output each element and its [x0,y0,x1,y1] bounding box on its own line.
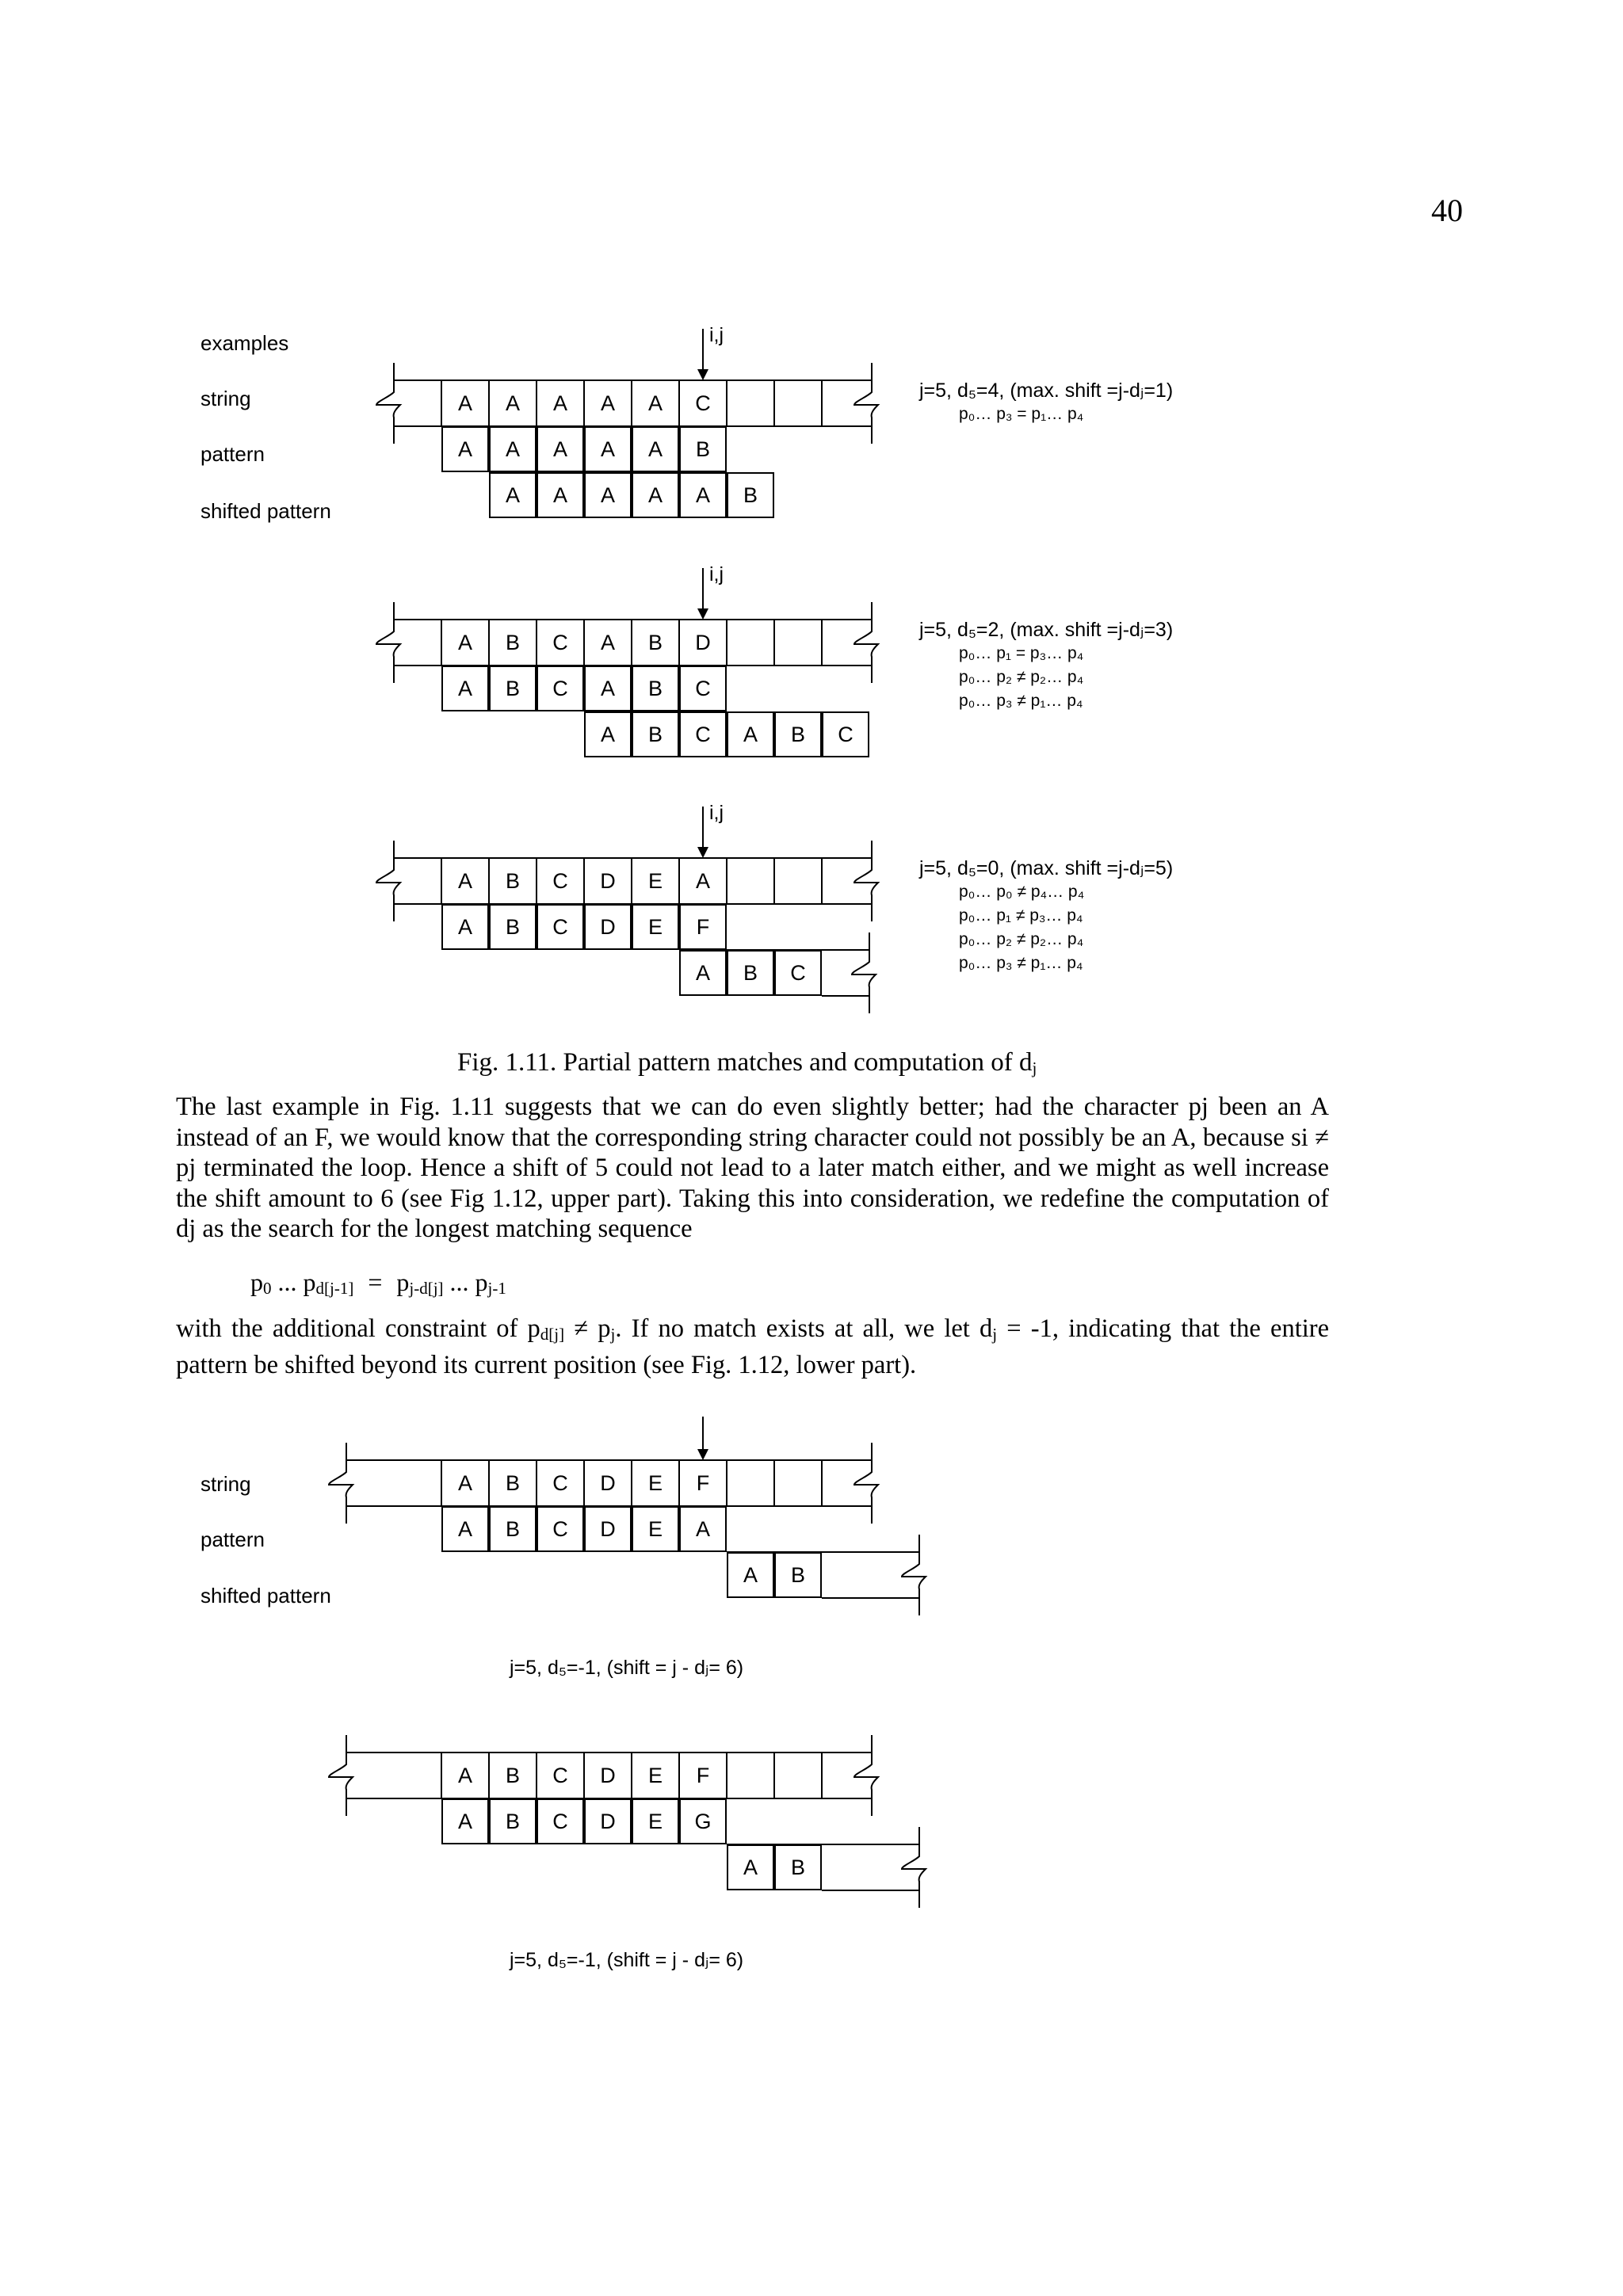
note-line: p₀… p₀ ≠ p₄… p₄ [959,883,1085,901]
label-shifted-pattern: shifted pattern [200,499,331,523]
paragraph-1: The last example in Fig. 1.11 suggests that we can do even slightly better; had the character pj been an A instead of an F, we would know that the corresponding string character could not possibly be an A, because si ≠ pj terminated the loop. Hence a shift of 5 could not lead to a later match either, and we might as well increase the shift amount to 6 (see Fig 1.12, upper part). Taking this into consideration, we redefine the computation of dj as the search for the longest matching sequence [176,1093,1329,1243]
pointer-label: i,j [709,802,724,824]
label-string: string [200,387,251,410]
note-head: j=5, d₅=2, (max. shift =j-dⱼ=3) [919,619,1174,641]
string-cell: D [600,1763,616,1787]
shifted-pattern-cell: A [537,472,584,518]
note-line: p₀… p₂ ≠ p₂… p₄ [959,668,1084,686]
shifted-pattern-cell: C [679,711,727,757]
label-examples: examples [200,331,289,355]
string-cell: B [505,630,520,654]
string-cell: B [505,1470,520,1495]
break-left [329,1735,353,1816]
fig12-caption-2: j=5, d₅=-1, (shift = j - dⱼ= 6) [510,1949,744,1971]
pattern-cell: A [584,666,632,711]
string-cell: F [696,1763,710,1787]
paragraph-2: with the additional constraint of pd[j] ≠ pj. If no match exists at all, we let dj = -1, indicating that the entire pattern be shifted beyond its current position (see Fig. 1.12, lower part). [176,1314,1329,1379]
pattern-cell: C [537,1506,584,1552]
pattern-cell: D [584,904,632,950]
string-cell: E [647,1763,663,1787]
string-cell: C [695,391,711,415]
shifted-pattern-cell: B [774,1844,822,1890]
pattern-cell: B [632,666,679,711]
string-cell: C [552,868,568,893]
pattern-cell: A [632,426,679,472]
string-cell: A [600,391,615,415]
pattern-cell: A [441,1506,489,1552]
string-cell: A [457,1763,472,1787]
note-line: p₀… p₃ = p₁… p₄ [959,405,1084,423]
string-cell: C [552,1470,568,1495]
shifted-pattern-cell: B [632,711,679,757]
note-line: p₀… p₃ ≠ p₁… p₄ [959,954,1083,972]
pattern-cell: E [632,904,679,950]
shifted-pattern-cell: A [489,472,537,518]
pattern-cell: D [584,1798,632,1844]
pattern-cell: D [584,1506,632,1552]
shifted-pattern-cell: A [632,472,679,518]
figure-caption-1-11: Fig. 1.11. Partial pattern matches and computation of dj [457,1048,1037,1077]
string-cell: A [647,391,663,415]
string-cell: A [505,391,520,415]
pattern-cell: B [489,666,537,711]
string-cell: E [647,1470,663,1495]
note-head: j=5, d₅=4, (max. shift =j-dⱼ=1) [919,379,1174,402]
shifted-pattern-cell: A [584,711,632,757]
string-cell: B [647,630,663,654]
string-cell: B [505,1763,520,1787]
pattern-cell: C [537,1798,584,1844]
break-shifted [902,1827,926,1908]
string-cell: A [457,391,472,415]
shifted-pattern-cell: C [774,950,822,996]
pointer-label: i,j [709,563,724,585]
pattern-cell: A [441,666,489,711]
pattern-cell: E [632,1798,679,1844]
string-cell: A [600,630,615,654]
note-line: p₀… p₃ ≠ p₁… p₄ [959,692,1083,710]
note-head: j=5, d₅=0, (max. shift =j-dⱼ=5) [919,857,1174,879]
pattern-cell: E [632,1506,679,1552]
string-cell: A [552,391,567,415]
pattern-cell: C [537,666,584,711]
note-line: p₀… p₁ ≠ p₃… p₄ [959,906,1083,925]
fig12-caption-1: j=5, d₅=-1, (shift = j - dⱼ= 6) [510,1657,744,1679]
string-cell: D [600,1470,616,1495]
pattern-cell: A [441,426,489,472]
pattern-cell: A [584,426,632,472]
string-cell: B [505,868,520,893]
shifted-pattern-cell: A [584,472,632,518]
shifted-pattern-cell: C [822,711,869,757]
shifted-pattern-cell: B [774,711,822,757]
string-cell: C [552,1763,568,1787]
shifted-pattern-cell: A [679,950,727,996]
shifted-pattern-cell: B [727,472,774,518]
pattern-cell: C [679,666,727,711]
label-string-fig12: string [200,1472,251,1496]
string-cell: A [695,868,710,893]
pattern-cell: B [489,1506,537,1552]
pattern-cell: C [537,904,584,950]
label-shifted-pattern-fig12: shifted pattern [200,1584,331,1608]
string-cell: E [647,868,663,893]
string-cell: D [695,630,711,654]
pattern-cell: A [537,426,584,472]
pattern-cell: B [489,1798,537,1844]
pattern-cell: B [489,904,537,950]
string-cell: A [457,868,472,893]
note-line: p₀… p₁ = p₃… p₄ [959,644,1084,662]
string-cell: D [600,868,616,893]
pattern-cell: A [679,1506,727,1552]
pointer-label: i,j [709,324,724,346]
pattern-cell: F [679,904,727,950]
pattern-cell: A [441,1798,489,1844]
page-number: 40 [1431,193,1463,228]
string-cell: A [457,630,472,654]
break-right [854,1735,878,1816]
label-pattern-fig12: pattern [200,1527,265,1551]
string-cell: C [552,630,568,654]
shifted-pattern-cell: A [727,711,774,757]
shifted-pattern-cell: A [679,472,727,518]
shifted-pattern-cell: A [727,1844,774,1890]
shifted-pattern-cell: B [774,1552,822,1598]
shifted-pattern-cell: B [727,950,774,996]
matching-sequence-formula: p0 ... pd[j-1] = pj-d[j] ... pj-1 [250,1268,506,1298]
pattern-cell: B [679,426,727,472]
pattern-cell: A [441,904,489,950]
string-cell: A [457,1470,472,1495]
note-line: p₀… p₂ ≠ p₂… p₄ [959,930,1084,948]
pattern-cell: G [679,1798,727,1844]
shifted-pattern-cell: A [727,1552,774,1598]
pattern-cell: A [489,426,537,472]
string-cell: F [696,1470,710,1495]
label-pattern: pattern [200,442,265,466]
